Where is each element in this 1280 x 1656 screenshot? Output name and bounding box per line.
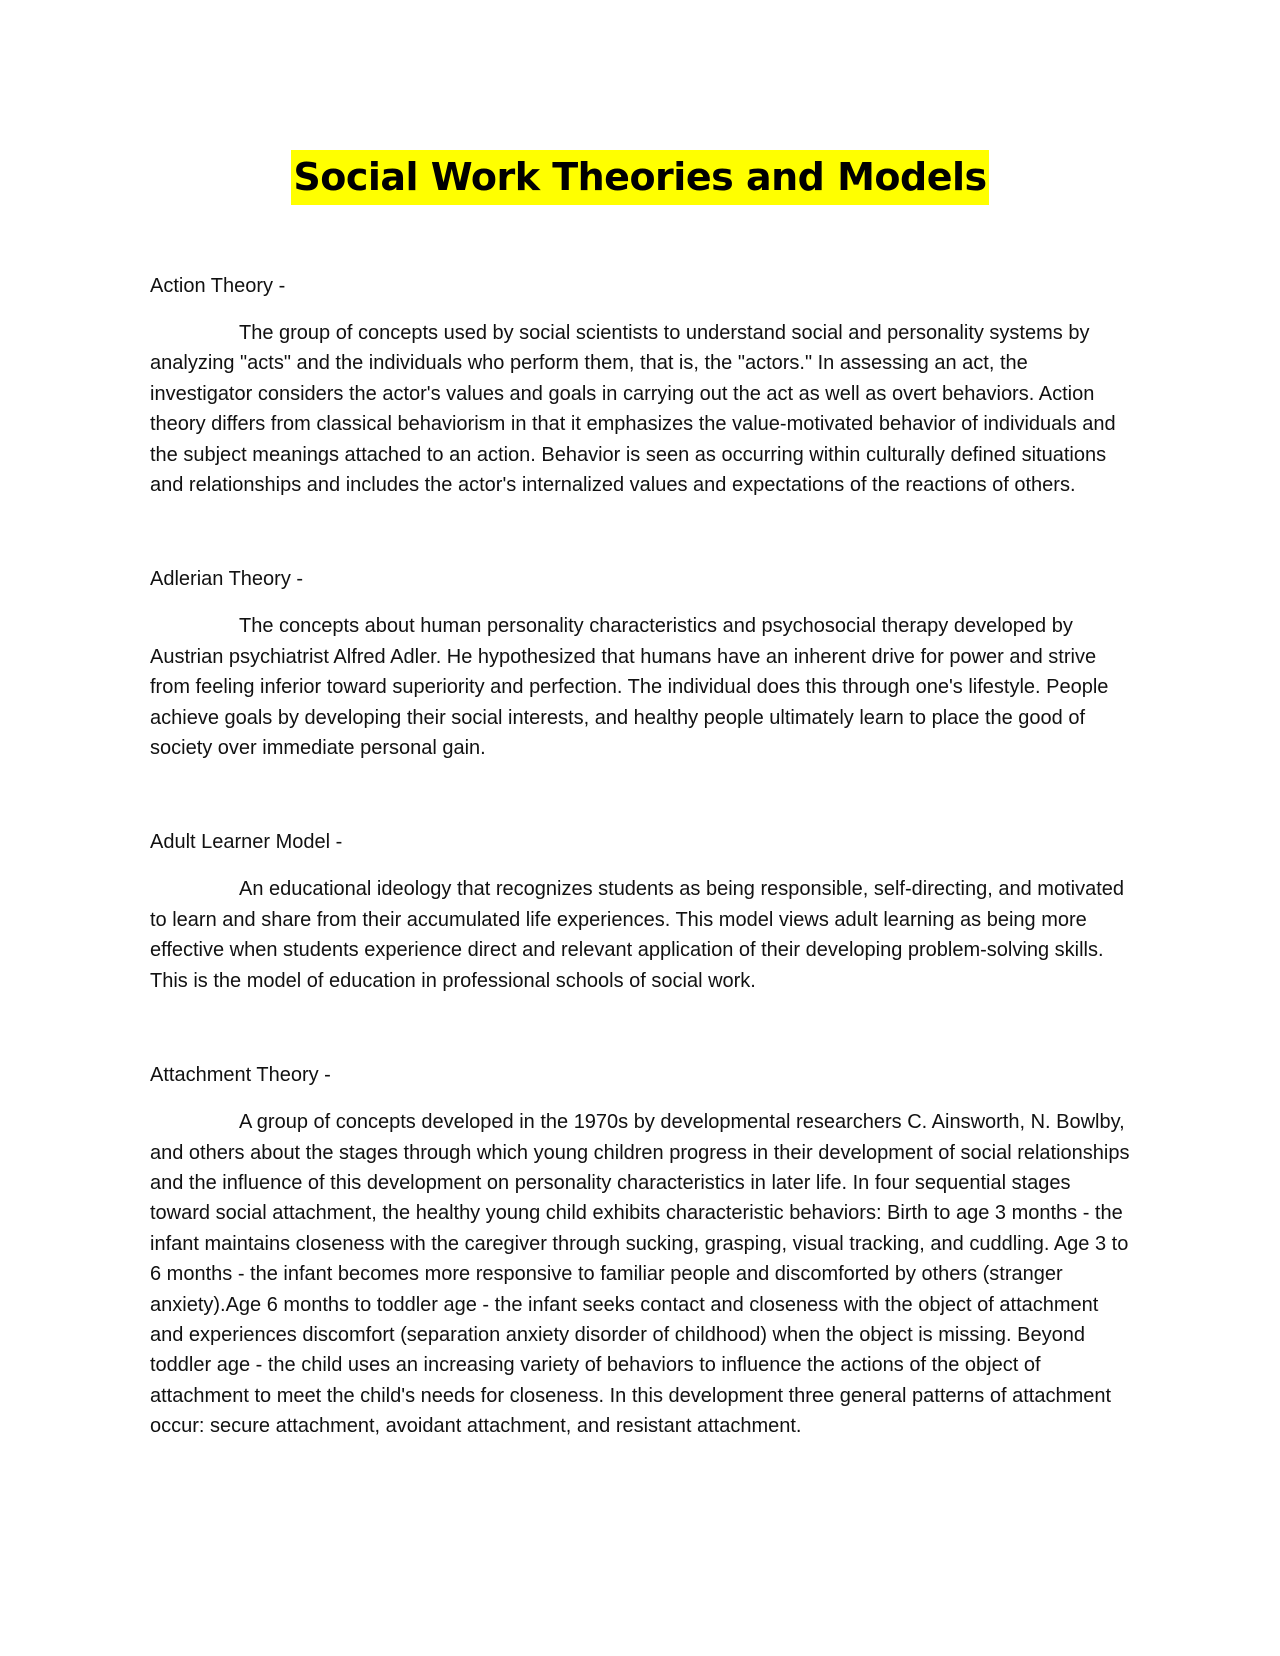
section-action-theory: [150, 271, 1130, 500]
section-spacer: [150, 763, 1130, 827]
section-spacer: [150, 996, 1130, 1060]
section-paragraph: A group of concepts developed in the 1970s by developmental researchers C. Ainsworth, N. Bowlby, and others about the stages through which young children progress in their development of social relationships and the influence of this development on personality characteristics in later life. In four sequential stages toward social attachment, the healthy young child exhibits characteristic behaviors: Birth to age 3 months - the infant maintains closeness with the caregiver through sucking, grasping, visual tracking, and cuddling. Age 3 to 6 months - the infant becomes more responsive to familiar people and discomforted by others (stranger anxiety).Age 6 months to toddler age - the infant seeks contact and closeness with the object of attachment and experiences discomfort (separation anxiety disorder of childhood) when the object is missing. Beyond toddler age - the child uses an increasing variety of behaviors to influence the actions of the object of attachment to meet the child's needs for closeness. In this development three general patterns of attachment occur: secure attachment, avoidant attachment, and resistant attachment.: [150, 1111, 1130, 1438]
section-heading: Adult Learner Model -: [150, 831, 343, 854]
section-paragraph: The concepts about human personality characteristics and psychosocial therapy developed by Austrian psychiatrist Alfred Adler. He hypothesized that humans have an inherent drive for power and strive from feeling inferior toward superiority and perfection. The individual does this through one's lifestyle. People achieve goals by developing their social interests, and healthy people ultimately learn to place the good of society over immediate personal gain.: [150, 615, 1109, 760]
section-adult-learner-model: [150, 827, 1130, 996]
title-container: [0, 150, 1280, 205]
section-spacer: [150, 500, 1130, 564]
section-heading: Attachment Theory -: [150, 1064, 331, 1087]
section-heading: Adlerian Theory -: [150, 568, 304, 591]
section-attachment-theory: [150, 1060, 1130, 1441]
document-title: Social Work Theories and Models: [291, 150, 988, 205]
section-adlerian-theory: [150, 564, 1130, 763]
section-heading: Action Theory -: [150, 275, 286, 297]
document-body: [150, 271, 1130, 1442]
section-paragraph: The group of concepts used by social scientists to understand social and personality systems by analyzing "acts" and the individuals who perform them, that is, the "actors." In assessing an act, the investigator considers the actor's values and goals in carrying out the act as well as overt behaviors. Action theory differs from classical behaviorism in that it emphasizes the value-motivated behavior of individuals and the subject meanings attached to an action. Behavior is seen as occurring within culturally defined situations and relationships and includes the actor's internalized values and expectations of the reactions of others.: [150, 322, 1116, 497]
section-paragraph: An educational ideology that recognizes students as being responsible, self-directing, and motivated to learn and share from their accumulated life experiences. This model views adult learning as being more effective when students experience direct and relevant application of their developing problem-solving skills. This is the model of education in professional schools of social work.: [150, 878, 1124, 992]
